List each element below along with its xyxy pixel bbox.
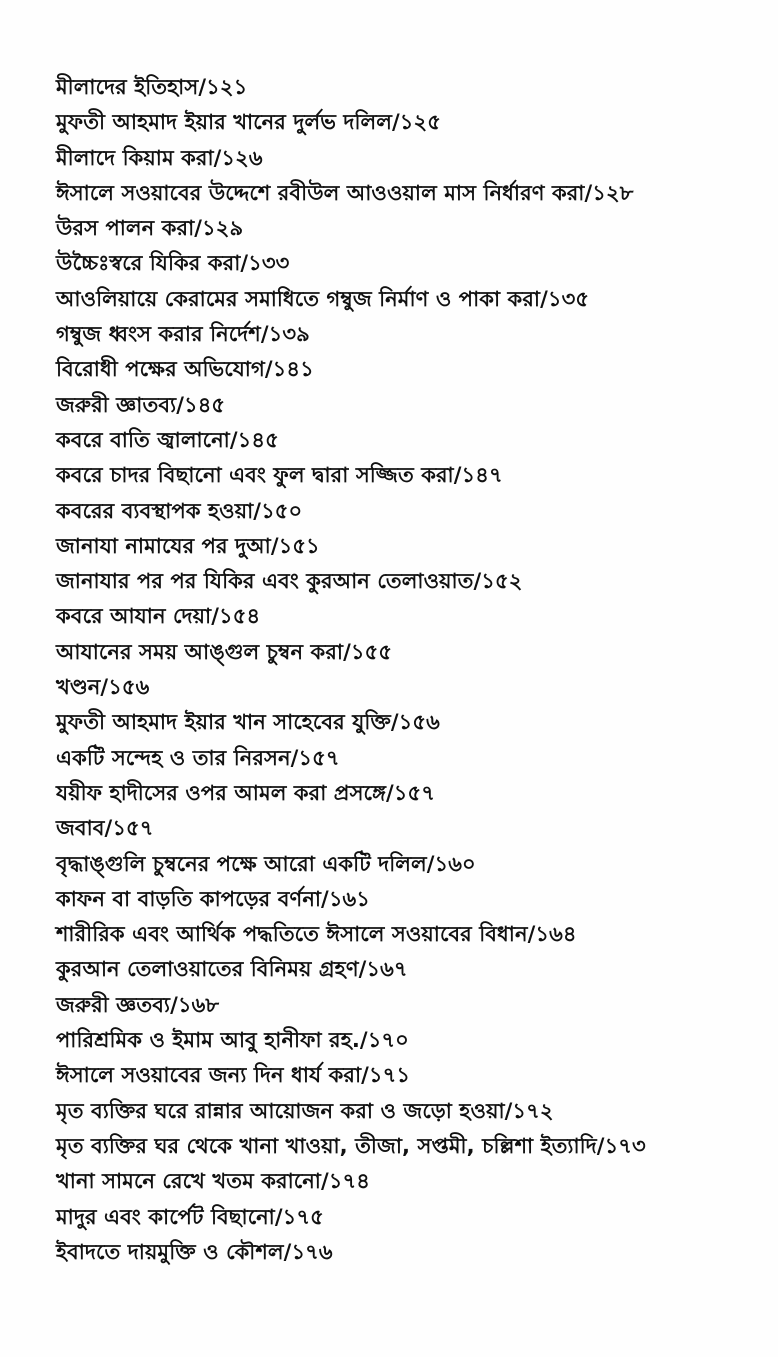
toc-entry — [56, 635, 756, 670]
toc-entry-text: একটি সন্দেহ ও তার নিরসন/১৫৭ — [56, 745, 340, 770]
toc-entry — [56, 282, 756, 317]
toc-entry-text: ঈসালে সওয়াবের জন্য দিন ধার্য করা/১৭১ — [56, 1063, 411, 1088]
toc-entry-text: কবরের ব্যবস্থাপক হওয়া/১৫০ — [56, 498, 303, 523]
toc-entry-text: খানা সামনে রেখে খতম করানো/১৭৪ — [56, 1169, 370, 1194]
toc-entry-text: বৃদ্ধাঙ্গুলি চুম্বনের পক্ষে আরো একটি দলিল/১৬০ — [56, 851, 476, 876]
toc-entry-text: মাদুর এবং কার্পেট বিছানো/১৭৫ — [56, 1204, 324, 1229]
toc-entry-text: মীলাদে কিয়াম করা/১২৬ — [56, 145, 263, 170]
toc-entry — [56, 211, 756, 246]
toc-entry — [56, 352, 756, 387]
toc-entry — [56, 246, 756, 281]
toc-entry-text: আযানের সময় আঙ্গুল চুম্বন করা/১৫৫ — [56, 639, 393, 664]
toc-entry — [56, 952, 756, 987]
toc-entry-text: জরুরী জ্ঞতব্য/১৬৮ — [56, 992, 220, 1017]
toc-entry-text: মৃত ব্যক্তির ঘরে রান্নার আয়োজন করা ও জড়ো হওয়া/১৭২ — [56, 1098, 554, 1123]
toc-entry — [56, 882, 756, 917]
toc-entry-text: যয়ীফ হাদীসের ওপর আমল করা প্রসঙ্গে/১৫৭ — [56, 780, 435, 805]
toc-entry-text: শারীরিক এবং আর্থিক পদ্ধতিতে ঈসালে সওয়াবের বিধান/১৬৪ — [56, 922, 577, 947]
toc-entry-text: জরুরী জ্ঞাতব্য/১৪৫ — [56, 392, 226, 417]
toc-entry-text: মুফতী আহমাদ ইয়ার খানের দুর্লভ দলিল/১২৫ — [56, 110, 442, 135]
toc-entry — [56, 1094, 756, 1129]
toc-entry — [56, 529, 756, 564]
toc-entry — [56, 1129, 756, 1164]
toc-entry-text: ইবাদতে দায়মুক্তি ও কৌশল/১৭৬ — [56, 1239, 333, 1264]
toc-entry — [56, 388, 756, 423]
toc-entry — [56, 1164, 756, 1199]
toc-entry — [56, 988, 756, 1023]
toc-entry — [56, 494, 756, 529]
toc-entry-text: কবরে চাদর বিছানো এবং ফুল দ্বারা সজ্জিত করা/১৪৭ — [56, 463, 503, 488]
toc-entry-text: মীলাদের ইতিহাস/১২১ — [56, 75, 248, 99]
toc-entry-text: গম্বুজ ধ্বংস করার নির্দেশ/১৩৯ — [56, 322, 310, 347]
table-of-contents — [56, 70, 756, 1270]
toc-entry-text: কবরে বাতি জ্বালানো/১৪৫ — [56, 427, 279, 452]
toc-entry-text: মুফতী আহমাদ ইয়ার খান সাহেবের যুক্তি/১৫৬ — [56, 710, 440, 735]
toc-entry-text: উরস পালন করা/১২৯ — [56, 216, 244, 241]
toc-entry — [56, 776, 756, 811]
toc-entry — [56, 599, 756, 634]
toc-entry — [56, 1200, 756, 1235]
toc-entry — [56, 811, 756, 846]
toc-entry-text: আওলিয়ায়ে কেরামের সমাধিতে গম্বুজ নির্মাণ ও পাকা করা/১৩৫ — [56, 286, 590, 311]
toc-entry — [56, 1023, 756, 1058]
toc-entry — [56, 670, 756, 705]
toc-entry-text: জানাযার পর পর যিকির এবং কুরআন তেলাওয়াত/১৫২ — [56, 569, 523, 594]
toc-entry — [56, 141, 756, 176]
toc-entry — [56, 847, 756, 882]
toc-entry — [56, 705, 756, 740]
toc-entry-text: কাফন বা বাড়তি কাপড়ের বর্ণনা/১৬১ — [56, 886, 371, 911]
toc-entry — [56, 564, 756, 599]
toc-entry-text: ঈসালে সওয়াবের উদ্দেশে রবীউল আওওয়াল মাস নির্ধারণ করা/১২৮ — [56, 180, 634, 205]
toc-entry — [56, 1235, 756, 1270]
toc-entry — [56, 176, 756, 211]
toc-entry-text: কবরে আযান দেয়া/১৫৪ — [56, 604, 261, 629]
toc-entry — [56, 458, 756, 493]
toc-entry-text: কুরআন তেলাওয়াতের বিনিময় গ্রহণ/১৬৭ — [56, 957, 408, 982]
toc-entry-text: জবাব/১৫৭ — [56, 816, 154, 841]
toc-entry-text: খণ্ডন/১৫৬ — [56, 675, 150, 700]
toc-entry — [56, 105, 756, 140]
toc-entry — [56, 741, 756, 776]
toc-entry — [56, 70, 756, 105]
toc-entry-text: জানাযা নামাযের পর দুআ/১৫১ — [56, 533, 320, 558]
toc-entry-text: মৃত ব্যক্তির ঘর থেকে খানা খাওয়া, তীজা, সপ্তমী, চল্লিশা ইত্যাদি/১৭৩ — [56, 1133, 646, 1158]
toc-entry — [56, 423, 756, 458]
toc-entry-text: উচ্চৈঃস্বরে যিকির করা/১৩৩ — [56, 251, 290, 276]
toc-entry — [56, 317, 756, 352]
toc-entry-text: পারিশ্রমিক ও ইমাম আবু হানীফা রহ./১৭০ — [56, 1028, 409, 1053]
toc-entry-text: বিরোধী পক্ষের অভিযোগ/১৪১ — [56, 357, 314, 382]
toc-entry — [56, 917, 756, 952]
toc-entry — [56, 1058, 756, 1093]
